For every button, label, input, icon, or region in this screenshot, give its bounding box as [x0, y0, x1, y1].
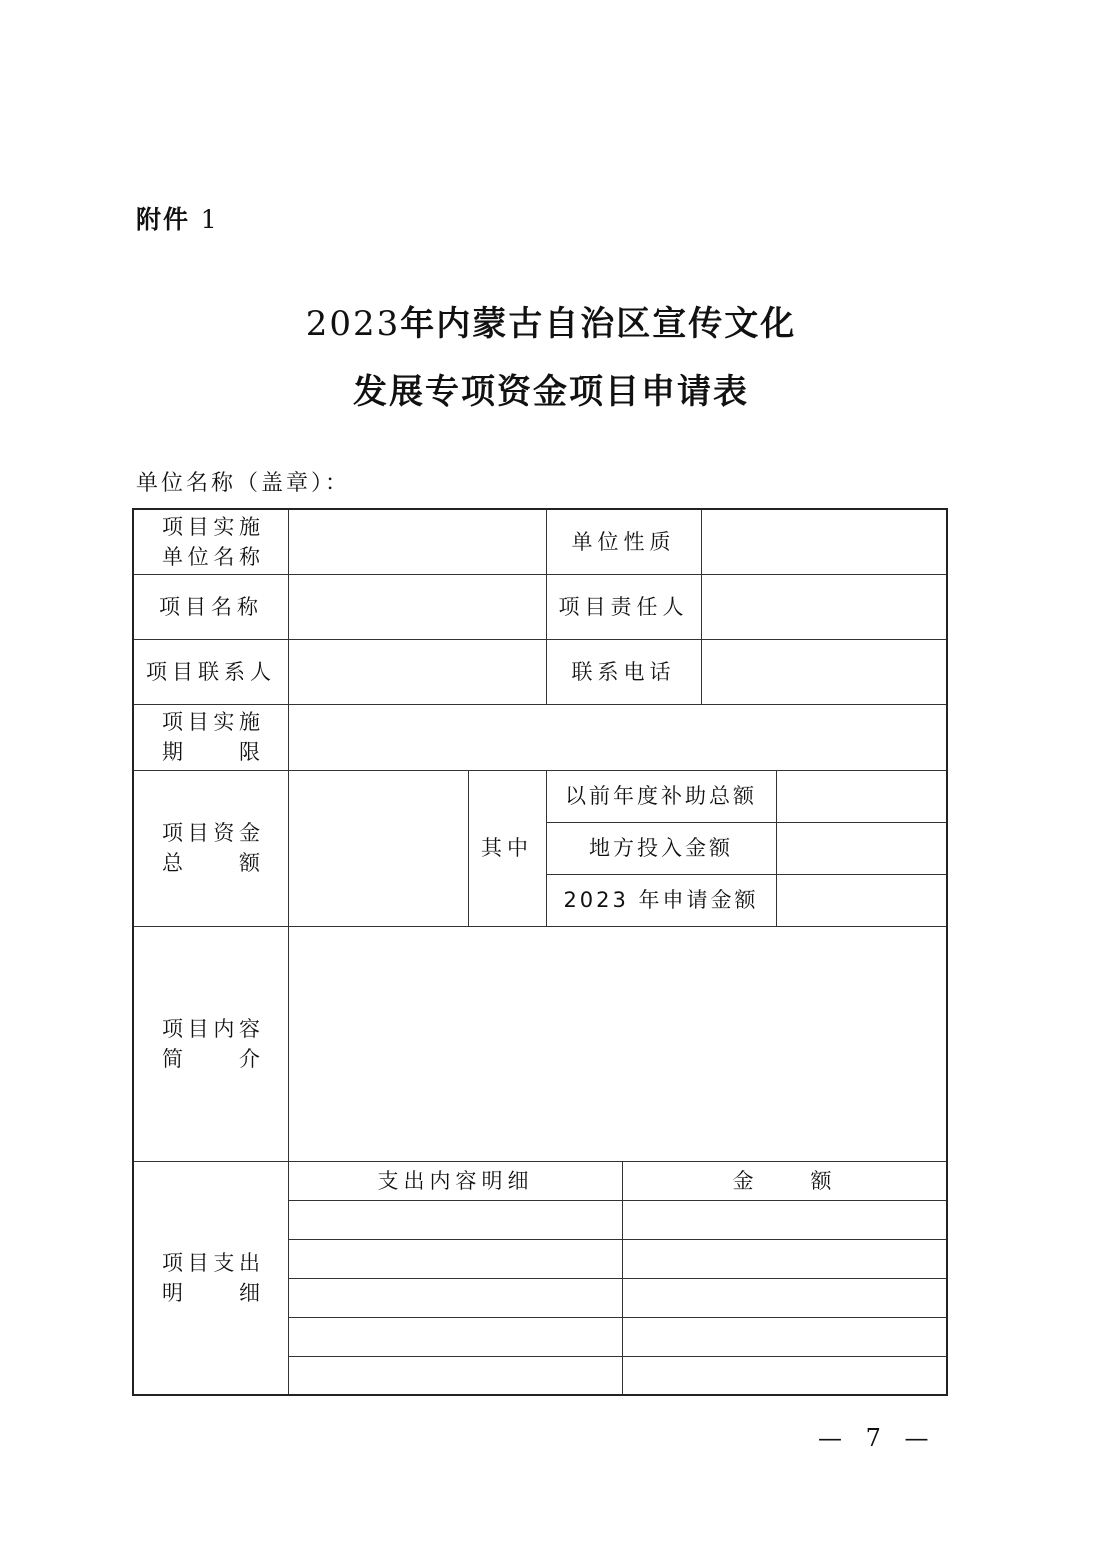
label-fund-total-line1: 项目资金: [162, 821, 260, 845]
label-apply-2023: 2023 年申请金额: [563, 888, 759, 912]
attachment-text: 附件: [136, 205, 191, 234]
label-local-investment: 地方投入金额: [589, 836, 733, 860]
field-project-contact[interactable]: [289, 639, 546, 704]
label-fund-total: [134, 770, 288, 926]
field-content-intro[interactable]: [289, 926, 946, 1161]
label-impl-period-line2: 期 限: [162, 740, 260, 764]
label-impl-period-line1: 项目实施: [162, 710, 260, 734]
unit-name-stamp-label: 单位名称（盖章）：: [136, 471, 351, 496]
label-expense-breakdown: [134, 1161, 288, 1394]
field-expense-item[interactable]: [289, 1356, 622, 1394]
field-impl-unit[interactable]: [289, 510, 546, 574]
header-amount: 金 额: [732, 1168, 837, 1193]
field-project-name[interactable]: [289, 574, 546, 639]
label-project-contact: 项目联系人: [146, 659, 276, 684]
field-expense-amount[interactable]: [623, 1200, 946, 1239]
label-project-leader: 项目责任人: [558, 594, 689, 619]
field-contact-phone[interactable]: [702, 639, 946, 704]
label-content-intro-line1: 项目内容: [162, 1016, 260, 1041]
field-project-leader[interactable]: [702, 574, 946, 639]
field-apply-2023[interactable]: [777, 874, 946, 926]
field-unit-nature[interactable]: [702, 510, 946, 574]
title-line-2: 发展专项资金项目申请表: [353, 372, 749, 412]
field-expense-item[interactable]: [289, 1239, 622, 1278]
field-prev-subsidy[interactable]: [777, 770, 946, 822]
page-number: — 7 —: [818, 1424, 937, 1452]
attachment-label: [136, 200, 219, 236]
label-prev-subsidy: 以前年度补助总额: [565, 784, 757, 808]
label-content-intro: [134, 926, 288, 1161]
label-among: 其中: [481, 836, 533, 860]
label-impl-period: [134, 704, 288, 770]
label-impl-unit-line2: 单位名称: [162, 545, 260, 569]
field-expense-amount[interactable]: [623, 1356, 946, 1394]
field-local-investment[interactable]: [777, 822, 946, 874]
field-fund-total[interactable]: [289, 770, 468, 926]
title-line-1: [0, 296, 1102, 345]
label-content-intro-line2: 简 介: [162, 1046, 260, 1071]
field-expense-amount[interactable]: [623, 1239, 946, 1278]
label-impl-unit: [134, 510, 288, 574]
field-expense-item[interactable]: [289, 1317, 622, 1356]
field-expense-amount[interactable]: [623, 1278, 946, 1317]
label-expense-breakdown-line2: 明 细: [162, 1280, 260, 1305]
attachment-number: 1: [200, 205, 219, 234]
title-line-1-text: 年内蒙古自治区宣传文化: [400, 304, 797, 344]
label-project-name: 项目名称: [159, 594, 263, 619]
header-expense-detail: 支出内容明细: [377, 1168, 534, 1193]
title-year: 2023: [305, 304, 401, 344]
label-unit-nature: 单位性质: [571, 530, 676, 554]
label-contact-phone: 联系电话: [571, 659, 676, 684]
label-fund-total-line2: 总 额: [162, 851, 260, 875]
field-expense-item[interactable]: [289, 1278, 622, 1317]
label-impl-unit-line1: 项目实施: [162, 515, 260, 539]
application-form-table: [132, 508, 948, 1396]
field-expense-item[interactable]: [289, 1200, 622, 1239]
field-impl-period[interactable]: [289, 704, 946, 770]
field-expense-amount[interactable]: [623, 1317, 946, 1356]
label-expense-breakdown-line1: 项目支出: [162, 1250, 260, 1275]
